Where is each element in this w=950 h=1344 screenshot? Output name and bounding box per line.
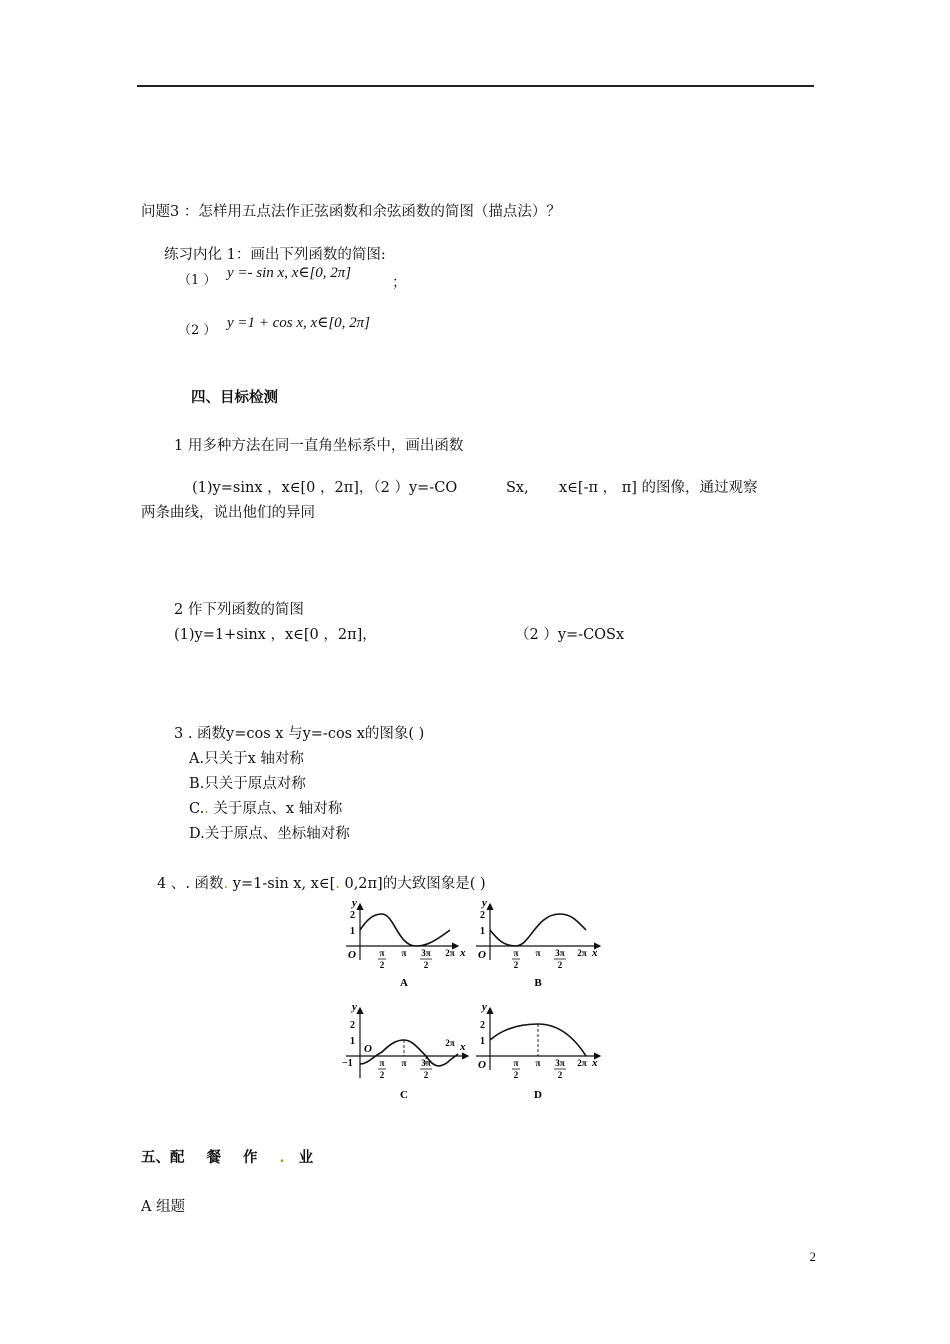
svg-text:2: 2 xyxy=(423,1070,429,1080)
graph-c-ytick-1: 1 xyxy=(350,1036,355,1047)
svg-text:3π: 3π xyxy=(421,1058,431,1068)
graph-d xyxy=(476,1001,600,1101)
problem-1-line2: 两条曲线，说出他们的异同 xyxy=(141,505,315,521)
graph-c-ytick-2: 2 xyxy=(350,1020,355,1031)
svg-text:2: 2 xyxy=(557,1070,563,1080)
graph-d-xtick-2pi: 2π xyxy=(577,1058,587,1068)
svg-text:2: 2 xyxy=(379,1070,385,1080)
graph-a-caption: A xyxy=(400,977,408,989)
graph-b-ytick-2: 2 xyxy=(480,910,485,921)
svg-text:2: 2 xyxy=(557,960,563,970)
problem-1-line1-mid: Sx, xyxy=(506,480,529,496)
graph-a-x-label: x xyxy=(460,947,466,959)
answer-graphs-figure xyxy=(338,896,610,1108)
graph-d-x-label: x xyxy=(592,1057,598,1069)
header-rule xyxy=(137,85,814,87)
graph-c-xtick-2pi: 2π xyxy=(445,1038,455,1048)
graph-d-caption: D xyxy=(534,1089,542,1101)
svg-text:π: π xyxy=(513,948,519,958)
problem-1-line1-end: x∈[-π ， π] 的图像，通过观察 xyxy=(559,480,758,496)
problem-3-stem: 3 . 函数y=cos x 与y=-cos x的图象( ) xyxy=(174,726,425,742)
group-a-label: A 组题 xyxy=(141,1199,186,1215)
graph-b-x-label: x xyxy=(592,947,598,959)
graph-b-caption: B xyxy=(534,977,542,989)
graph-b-xtick-2pi: 2π xyxy=(577,948,587,958)
graph-d-y-label: y xyxy=(482,1001,487,1013)
problem-1-line1: (1)y=sinx ，x∈[0 ，2π]，（2 ）y=-CO xyxy=(192,480,458,496)
graph-d-ytick-2: 2 xyxy=(480,1020,485,1031)
problem-2-line1-end: （2 ）y=-COSx xyxy=(515,627,625,643)
problem-3-option-a: A.只关于x 轴对称 xyxy=(189,751,304,767)
practice-item2-formula: y =1 + cos x, x∈[0, 2π] xyxy=(227,315,371,331)
graph-a-xtick-2pi: 2π xyxy=(445,948,455,958)
problem-2-title: 2 作下列函数的简图 xyxy=(174,602,304,618)
page-number: 2 xyxy=(809,1249,816,1264)
graph-b-ytick-1: 1 xyxy=(480,926,485,937)
problem-3-option-c: C.. 关于原点、x 轴对称 xyxy=(189,801,343,817)
graph-a-ytick-2: 2 xyxy=(350,910,355,921)
graph-c-x-label: x xyxy=(460,1041,466,1053)
graph-d-ytick-1: 1 xyxy=(480,1036,485,1047)
practice-title: 练习内化 1：画出下列函数的简图: xyxy=(164,247,386,263)
graph-b-origin: O xyxy=(478,949,486,961)
section-4-heading: 四、目标检测 xyxy=(191,389,278,406)
graph-b-y-label: y xyxy=(482,897,487,909)
question-3: 问题3 ：怎样用五点法作正弦函数和余弦函数的简图（描点法）？ xyxy=(141,204,561,220)
svg-text:2: 2 xyxy=(423,960,429,970)
graph-b-xtick-pi: π xyxy=(535,948,541,958)
graph-c-xtick-pi: π xyxy=(401,1058,407,1068)
svg-text:3π: 3π xyxy=(555,1058,565,1068)
graph-a-xtick-pi2: π xyxy=(379,948,385,958)
graph-d-origin: O xyxy=(478,1059,486,1071)
practice-item1-formula: y =- sin x, x∈[0, 2π] xyxy=(227,265,352,281)
graph-a-origin: O xyxy=(348,949,356,961)
problem-2-line1: (1)y=1+sinx ，x∈[0 ，2π]， xyxy=(174,627,377,643)
graph-a-ytick-1: 1 xyxy=(350,926,355,937)
practice-item1-tail: ； xyxy=(392,275,407,291)
graph-a xyxy=(346,897,466,989)
graph-d-xtick-pi: π xyxy=(535,1058,541,1068)
svg-text:2: 2 xyxy=(513,960,519,970)
graph-c-ytick-neg1: −1 xyxy=(342,1058,353,1069)
svg-text:π: π xyxy=(513,1058,519,1068)
practice-item1-num: （1 ） xyxy=(178,273,217,288)
svg-text:2: 2 xyxy=(379,960,385,970)
graph-c xyxy=(342,1001,468,1101)
graph-a-xtick-3pi2: 3π xyxy=(421,948,431,958)
svg-text:3π: 3π xyxy=(555,948,565,958)
problem-1-title: 1 用多种方法在同一直角坐标系中，画出函数 xyxy=(174,438,464,454)
graph-c-y-label: y xyxy=(352,1001,357,1013)
section-5-heading: 五、配 餐 作 . 业 xyxy=(141,1149,314,1166)
graph-a-y-label: y xyxy=(352,897,357,909)
practice-item2-num: （2 ） xyxy=(178,323,217,338)
problem-3-option-b: B.只关于原点对称 xyxy=(189,776,306,792)
graph-c-caption: C xyxy=(400,1089,408,1101)
problem-4-stem: 4 、. 函数. y=1-sin x, x∈[. 0,2π]的大致图象是( ) xyxy=(157,876,486,892)
graph-b xyxy=(476,897,600,989)
graph-c-origin: O xyxy=(364,1043,372,1055)
svg-text:π: π xyxy=(379,1058,385,1068)
problem-3-option-d: D.关于原点、坐标轴对称 xyxy=(189,826,350,842)
svg-text:2: 2 xyxy=(513,1070,519,1080)
graph-a-xtick-pi: π xyxy=(401,948,407,958)
